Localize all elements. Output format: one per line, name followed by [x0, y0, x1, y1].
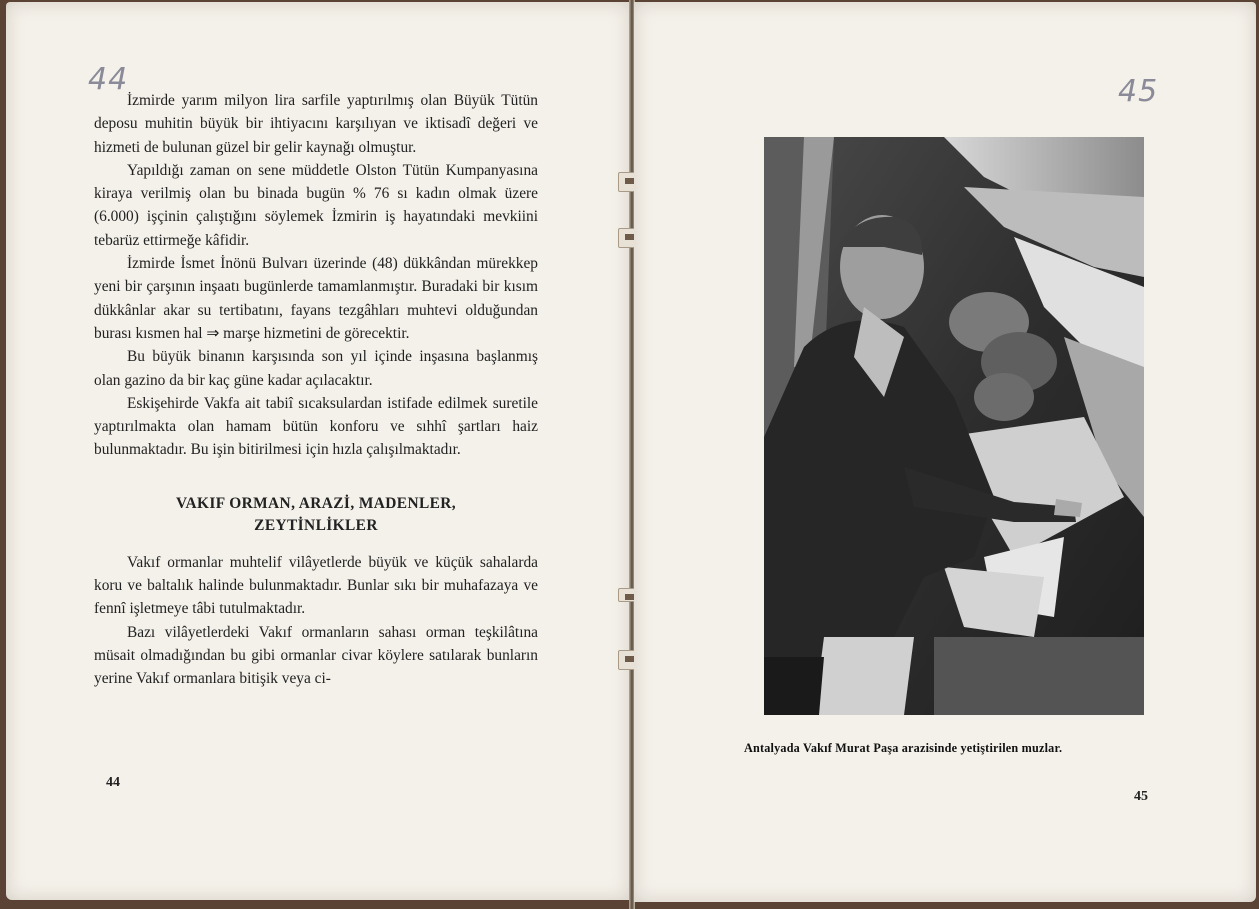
- section-heading-line-2: ZEYTİNLİKLER: [254, 516, 378, 534]
- paragraph-2: Yapıldığı zaman on sene müddetle Olston Tütün Kumpanyasına kiraya verilmiş olan bu binada bugün % 76 sı kadın olmak üzere (6.000) işçinin çalıştığını söylemek İzmirin iş hayatındaki mevkiini tebarüz ettirmeğe kâfidir.: [94, 161, 538, 249]
- section-heading-line-1: VAKIF ORMAN, ARAZİ, MADENLER,: [175, 494, 457, 512]
- page-number-left: 44: [106, 775, 120, 790]
- paragraph-3: İzmirde İsmet İnönü Bulvarı üzerinde (48) dükkândan mürekkep yeni bir çarşının inşaatı bugünlerde tamamlanmıştır. Buradaki bir kısım dükkânlar akar su tertibatını, fayans tezgâhları muhtevi olduğundan burası kısmen hal ⇒ marşe hizmetini de görecektir.: [94, 255, 538, 342]
- section-heading: [94, 493, 538, 537]
- handwritten-page-number-left: 44: [88, 62, 129, 97]
- left-page: [6, 2, 630, 900]
- photo-caption: Antalyada Vakıf Murat Paşa arazisinde yetiştirilen muzlar.: [744, 741, 1063, 755]
- paragraph-7: Bazı vilâyetlerdeki Vakıf ormanların sahası orman teşkilâtına müsait olmadığından bu gibi ormanlar civar köylere satılarak bunların yerine Vakıf ormanlara bitişik veya ci-: [94, 623, 538, 688]
- paragraph-6: Vakıf ormanlar muhtelif vilâyetlerde büyük ve küçük sahalarda koru ve baltalık halinde bulunmaktadır. Bunlar sıkı bir muhafazaya ve fennî işletmeye tâbi tutulmaktadır.: [94, 553, 538, 618]
- photo-banana-plantation: [764, 137, 1144, 715]
- handwritten-page-number-right: 45: [1118, 74, 1159, 109]
- paragraph-4: Bu büyük binanın karşısında son yıl içinde inşasına başlanmış olan gazino da bir kaç güne kadar açılacaktır.: [94, 348, 538, 389]
- left-page-body: [94, 89, 538, 691]
- paragraph-1: İzmirde yarım milyon lira sarfile yaptırılmış olan Büyük Tütün deposu muhitin büyük bir ihtiyacını karşılıyan ve iktisadî değeri ve hizmeti de bulunan güzel bir gelir kaynağı olmuştur.: [94, 92, 538, 156]
- page-number-right: 45: [1134, 789, 1148, 804]
- photo-image: [764, 137, 1144, 715]
- paragraph-5: Eskişehirde Vakfa ait tabiî sıcaksulardan istifade edilmek suretile yaptırılmakta olan hamam bütün konforu ve sıhhî şartları haiz bulunmaktadır. Bu işin bitirilmesi için hızla çalışılmaktadır.: [94, 394, 538, 459]
